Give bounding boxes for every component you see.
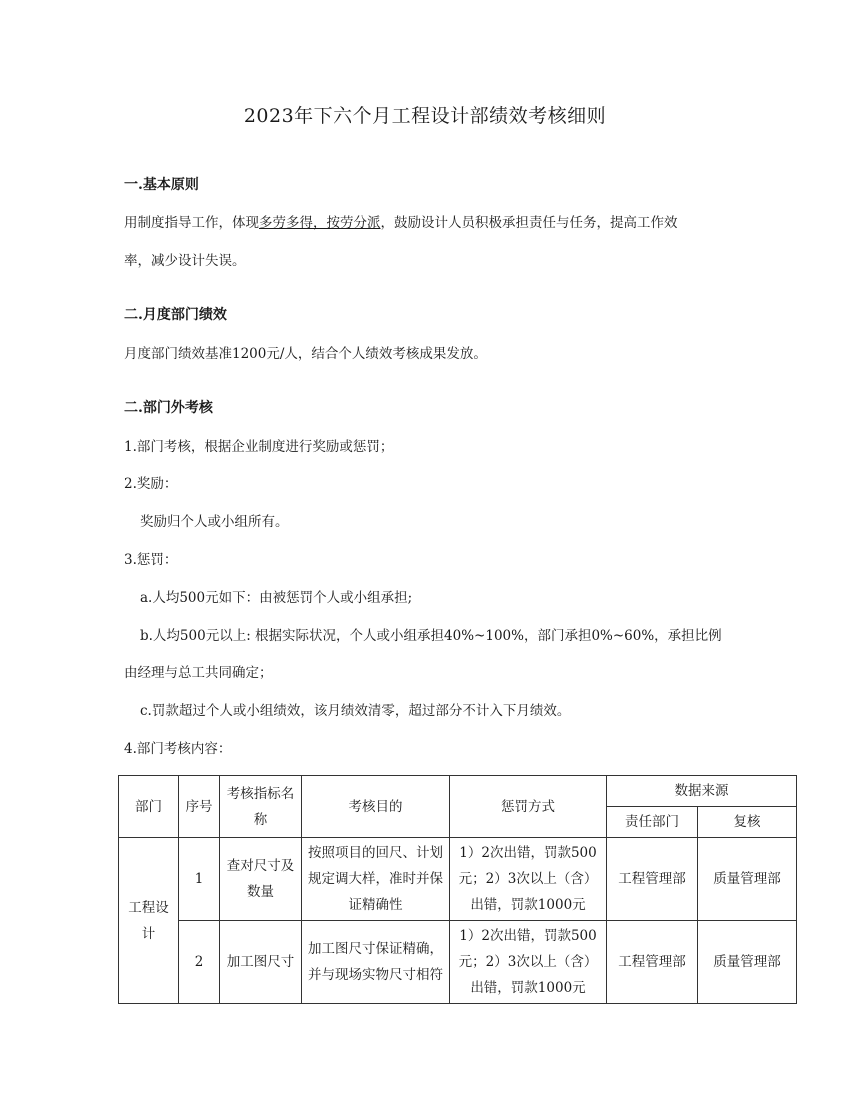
assessment-table <box>118 775 797 1004</box>
table-row <box>119 838 797 921</box>
cell-responsible: 工程管理部 <box>607 921 698 1004</box>
external-item-3a: a.人均500元如下：由被惩罚个人或小组承担; <box>140 590 413 606</box>
principles-paragraph-line2: 率，减少设计失误。 <box>124 253 246 269</box>
principles-underlined-text: 多劳多得，按劳分派 <box>259 215 381 231</box>
cell-responsible: 工程管理部 <box>607 838 698 921</box>
header-seq: 序号 <box>179 776 220 838</box>
cell-indicator: 加工图尺寸 <box>220 921 302 1004</box>
external-item-3b-line2: 由经理与总工共同确定； <box>124 665 273 681</box>
header-responsible: 责任部门 <box>607 807 698 838</box>
table-header-row <box>119 776 797 807</box>
external-item-3b-line1: b.人均500元以上: 根据实际状况，个人或小组承担40%~100%，部门承担0%~60%，承担比例 <box>140 628 722 644</box>
header-review: 复核 <box>698 807 797 838</box>
section-heading-monthly: 二.月度部门绩效 <box>124 307 227 323</box>
cell-penalty: 1）2次出错，罚款500元；2）3次以上（含）出错，罚款1000元 <box>450 838 607 921</box>
header-indicator: 考核指标名称 <box>220 776 302 838</box>
principles-paragraph-line1 <box>124 211 678 231</box>
principles-text-a: 用制度指导工作，体现 <box>124 215 259 231</box>
external-item-3c: c.罚款超过个人或小组绩效，该月绩效清零，超过部分不计入下月绩效。 <box>140 703 571 719</box>
cell-indicator: 查对尺寸及数量 <box>220 838 302 921</box>
cell-purpose: 加工图尺寸保证精确，并与现场实物尺寸相符 <box>302 921 450 1004</box>
cell-purpose: 按照项目的回尺、计划规定调大样，准时并保证精确性 <box>302 838 450 921</box>
cell-seq: 1 <box>179 838 220 921</box>
cell-dept: 工程设计 <box>119 838 179 1004</box>
header-dept: 部门 <box>119 776 179 838</box>
monthly-paragraph: 月度部门绩效基准1200元/人，结合个人绩效考核成果发放。 <box>124 346 487 362</box>
header-data-source: 数据来源 <box>607 776 797 807</box>
section-heading-external: 二.部门外考核 <box>124 400 213 416</box>
section-heading-principles: 一.基本原则 <box>124 177 199 193</box>
cell-seq: 2 <box>179 921 220 1004</box>
external-item-2-text: 奖励归个人或小组所有。 <box>140 514 289 530</box>
table-row <box>119 921 797 1004</box>
header-purpose: 考核目的 <box>302 776 450 838</box>
external-item-4: 4.部门考核内容： <box>124 741 232 757</box>
document-title: 2023年下六个月工程设计部绩效考核细则 <box>243 105 607 127</box>
header-penalty: 惩罚方式 <box>450 776 607 838</box>
external-item-1: 1.部门考核，根据企业制度进行奖励或惩罚； <box>124 439 394 455</box>
cell-penalty: 1）2次出错，罚款500元；2）3次以上（含）出错，罚款1000元 <box>450 921 607 1004</box>
principles-text-b: ，鼓励设计人员积极承担责任与任务，提高工作效 <box>380 215 678 231</box>
external-item-2: 2.奖励： <box>124 476 178 492</box>
cell-review: 质量管理部 <box>698 921 797 1004</box>
cell-review: 质量管理部 <box>698 838 797 921</box>
external-item-3: 3.惩罚： <box>124 552 178 568</box>
